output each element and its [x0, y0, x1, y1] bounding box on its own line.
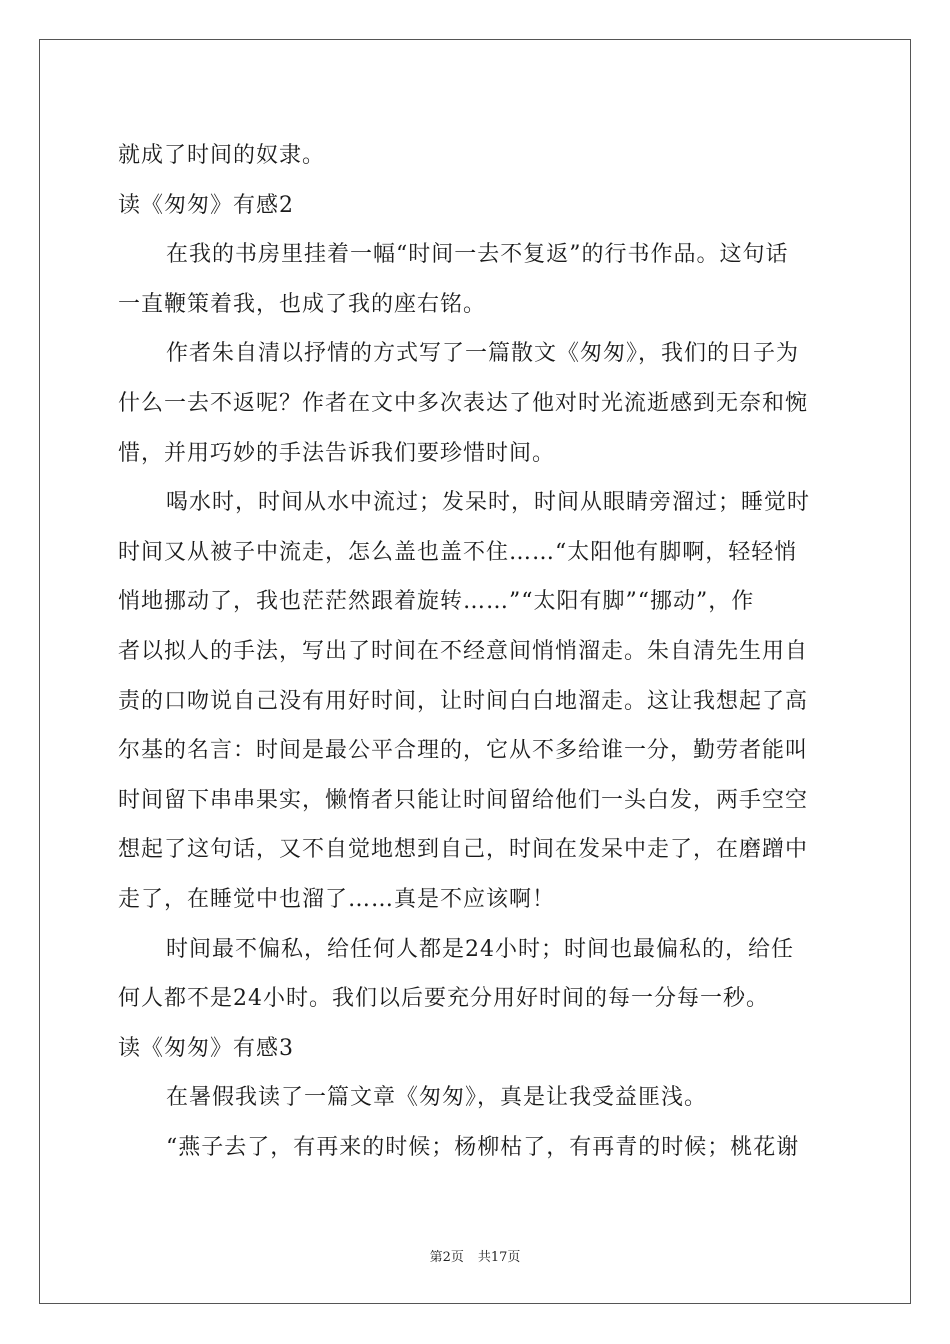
paragraph-first-line: 在我的书房里挂着一幅“时间一去不复返”的行书作品。这句话	[166, 242, 789, 268]
text-line: 一直鞭策着我，也成了我的座右铭。	[118, 291, 487, 317]
page-footer	[0, 1246, 950, 1265]
section-heading: 读《匆匆》有感3	[118, 1035, 294, 1061]
text-line: 想起了这句话，又不自觉地想到自己，时间在发呆中走了，在磨蹭中	[118, 837, 809, 863]
text-line: 悄地挪动了，我也茫茫然跟着旋转……”“太阳有脚”“挪动”，作	[118, 589, 755, 615]
text-line: 责的口吻说自己没有用好时间，让时间白白地溜走。这让我想起了高	[118, 688, 809, 714]
document-body	[118, 131, 834, 1172]
text-line: 什么一去不返呢？作者在文中多次表达了他对时光流逝感到无奈和惋	[118, 390, 809, 416]
text-line: 时间又从被子中流走，怎么盖也盖不住……“太阳他有脚啊，轻轻悄	[118, 539, 798, 565]
section-heading: 读《匆匆》有感2	[118, 192, 294, 218]
paragraph-first-line: “燕子去了，有再来的时候；杨柳枯了，有再青的时候；桃花谢	[166, 1134, 800, 1160]
text-line: 尔基的名言：时间是最公平合理的，它从不多给谁一分，勤劳者能叫	[118, 738, 809, 764]
text-line: 走了，在睡觉中也溜了……真是不应该啊！	[118, 886, 556, 912]
page-total: 共17页	[477, 1250, 521, 1265]
paragraph-first-line: 喝水时，时间从水中流过；发呆时，时间从眼睛旁溜过；睡觉时	[166, 490, 811, 516]
paragraph-first-line: 在暑假我读了一篇文章《匆匆》，真是让我受益匪浅。	[166, 1085, 708, 1111]
paragraph-first-line: 作者朱自清以抒情的方式写了一篇散文《匆匆》，我们的日子为	[166, 341, 800, 367]
text-line: 何人都不是24小时。我们以后要充分用好时间的每一分每一秒。	[118, 986, 769, 1012]
paragraph-first-line: 时间最不偏私，给任何人都是24小时；时间也最偏私的，给任	[166, 936, 794, 962]
text-line: 时间留下串串果实，懒惰者只能让时间留给他们一头白发，两手空空	[118, 787, 809, 813]
text-line: 者以拟人的手法，写出了时间在不经意间悄悄溜走。朱自清先生用自	[118, 638, 809, 664]
page-number: 第2页	[429, 1250, 464, 1265]
text-line: 就成了时间的奴隶。	[118, 143, 326, 168]
text-line: 惜，并用巧妙的手法告诉我们要珍惜时间。	[118, 440, 556, 466]
